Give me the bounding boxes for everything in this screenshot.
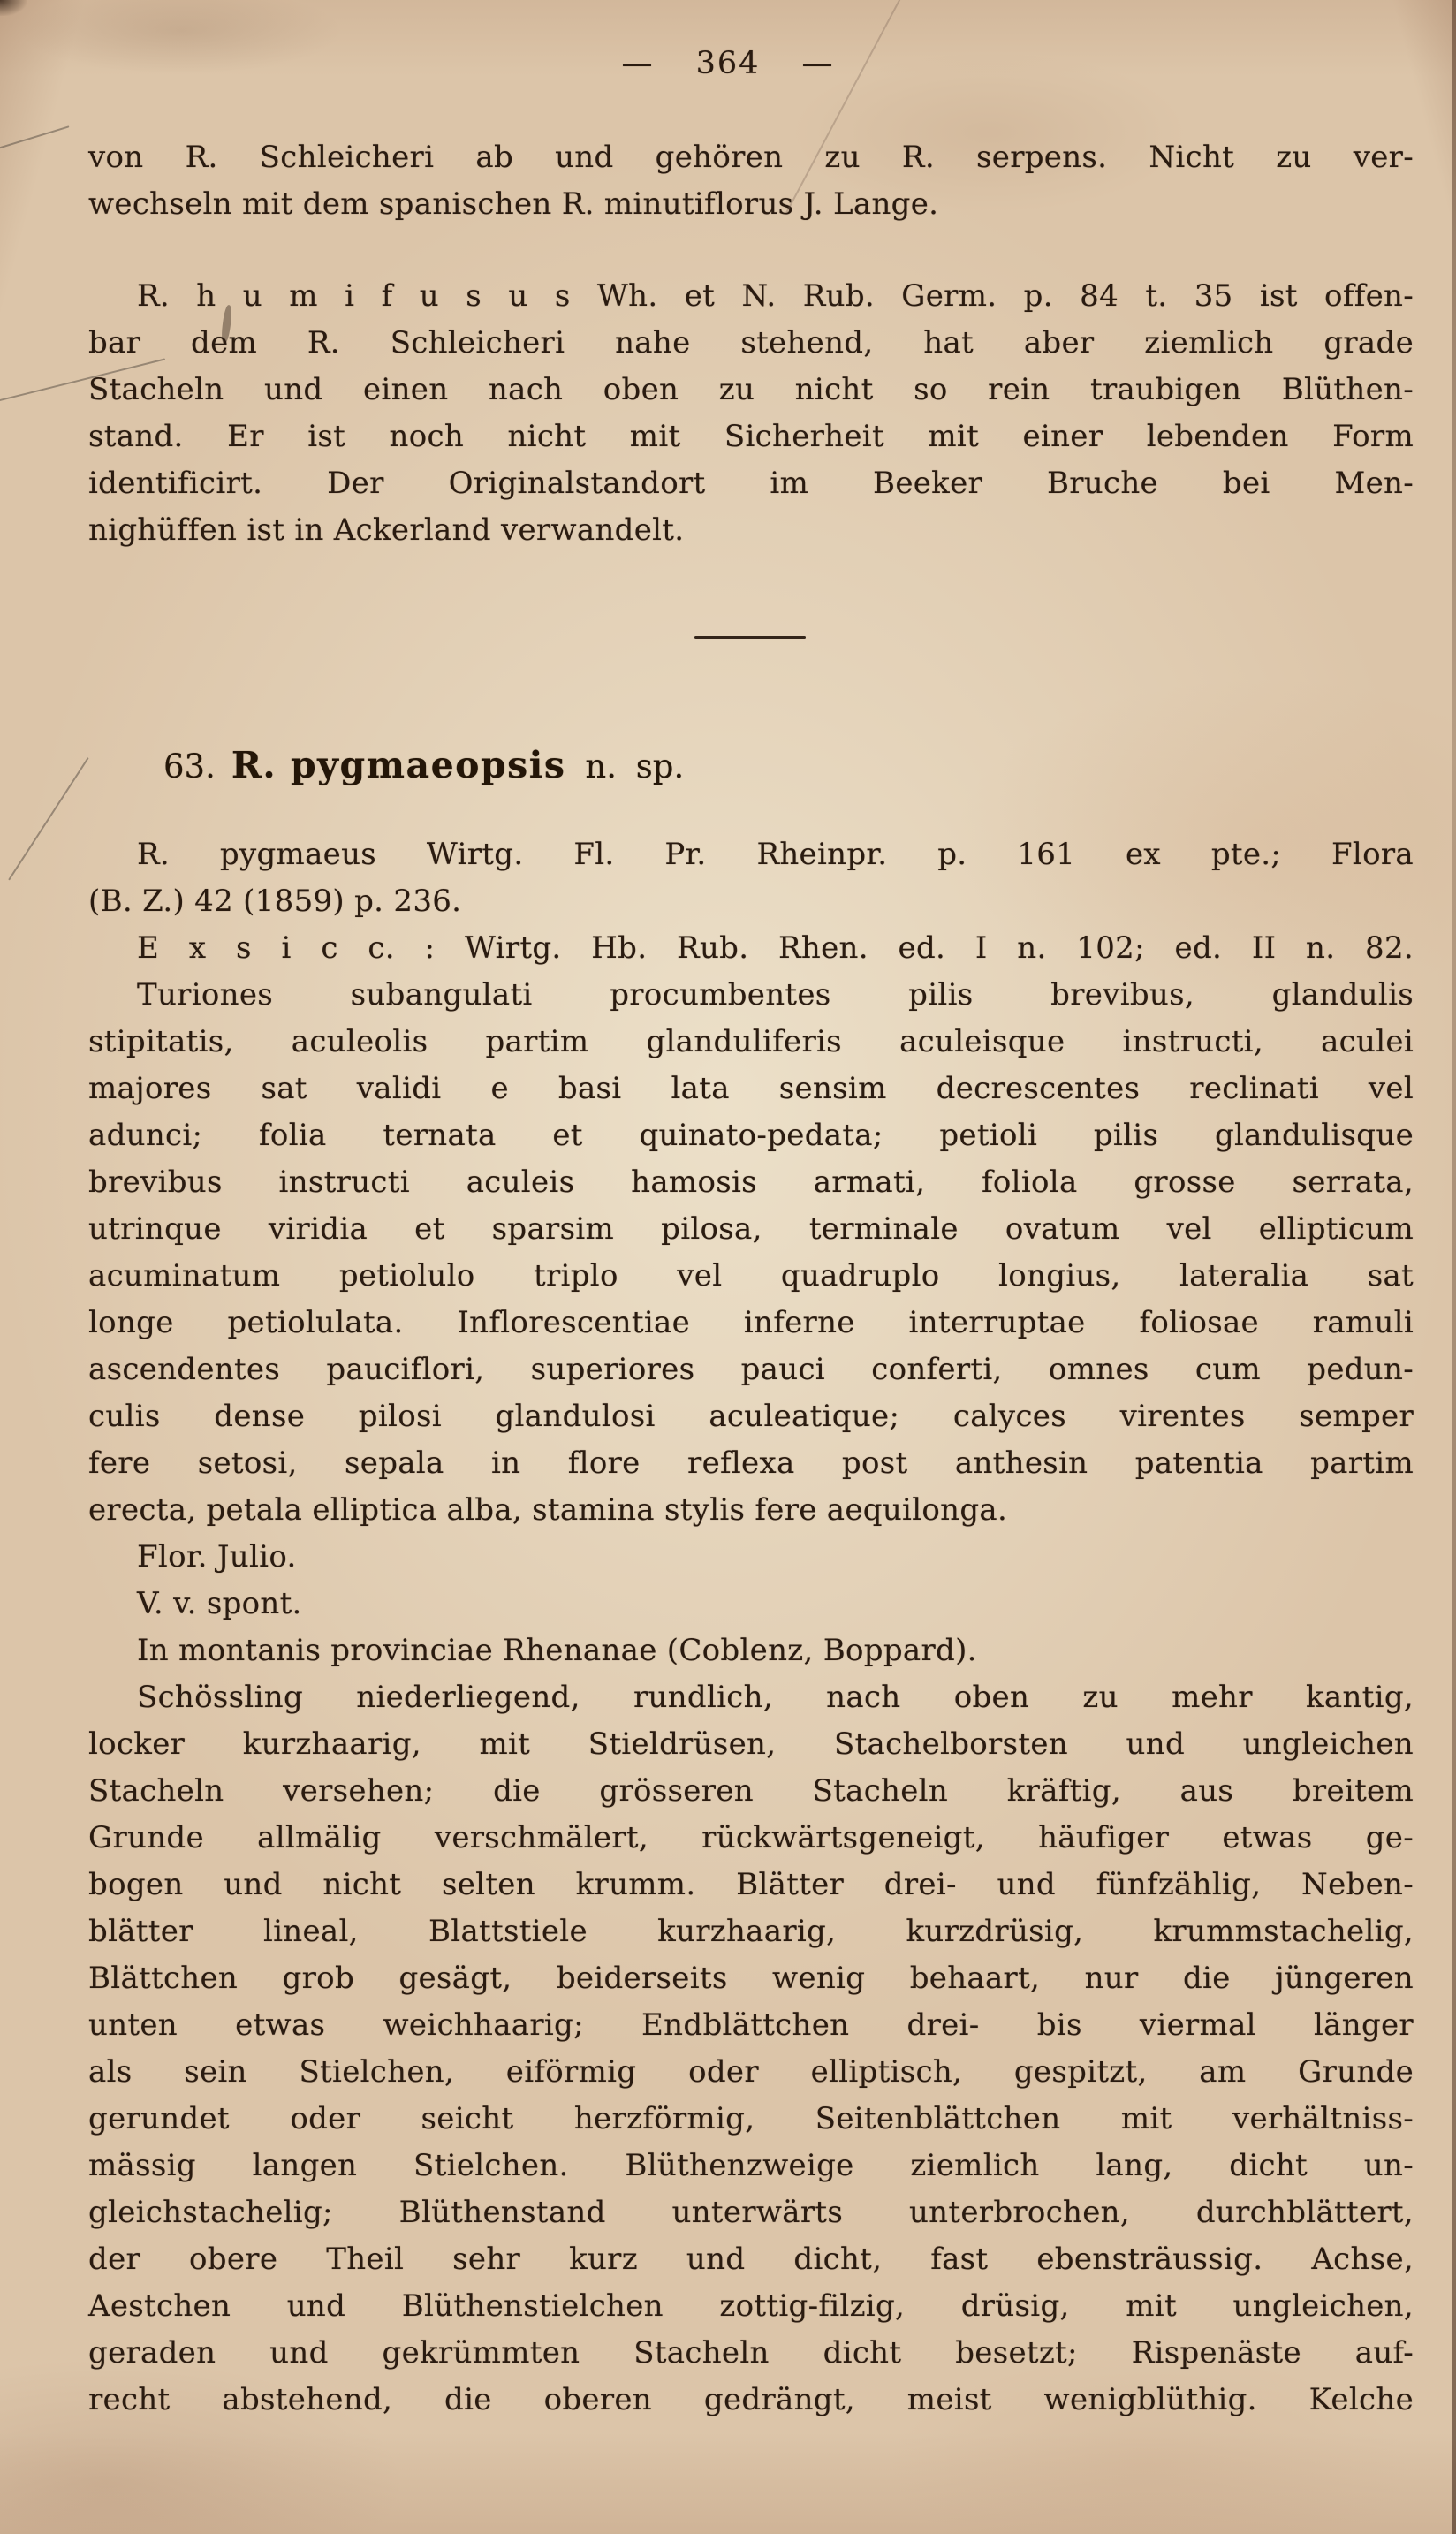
header-dash-left: — — [621, 46, 655, 81]
text-line: longe petiolulata. Inflorescentiae inferne interruptae foliosae ramuli — [88, 1305, 1414, 1340]
text-line: stand. Er ist noch nicht mit Sicherheit mit einer lebenden Form — [88, 419, 1414, 454]
text-line: von R. Schleicheri ab und gehören zu R. serpens. Nicht zu ver- — [88, 140, 1414, 175]
page-number: 364 — [695, 46, 761, 81]
text-line: Grunde allmälig verschmälert, rückwärtsgeneigt, häufiger etwas ge- — [88, 1820, 1414, 1855]
text-line: Flor. Julio. — [137, 1539, 297, 1574]
text-line: Stacheln und einen nach oben zu nicht so rein traubigen Blüthen- — [88, 372, 1414, 407]
text-line: wechseln mit dem spanischen R. minutiflorus J. Lange. — [88, 186, 939, 222]
text-line: utrinque viridia et sparsim pilosa, terminale ovatum vel ellipticum — [88, 1211, 1414, 1247]
header-dash-right: — — [801, 46, 835, 81]
text-line: blätter lineal, Blattstiele kurzhaarig, kurzdrüsig, krummstachelig, — [88, 1914, 1414, 1949]
text-line: Stacheln versehen; die grösseren Stacheln kräftig, aus breitem — [88, 1773, 1414, 1809]
species-description-text — [88, 831, 1414, 2424]
text-line: der obere Theil sehr kurz und dicht, fast ebensträussig. Achse, — [88, 2242, 1414, 2277]
text-line: R. h u m i f u s u s Wh. et N. Rub. Germ. p. 84 t. 35 ist offen- — [137, 278, 1414, 314]
text-line: mässig langen Stielchen. Blüthenzweige ziemlich lang, dicht un- — [88, 2148, 1414, 2183]
text-line: Aestchen und Blüthenstielchen zottig-filzig, drüsig, mit ungleichen, — [88, 2288, 1414, 2324]
section-divider-rule — [694, 636, 806, 639]
text-line: In montanis provinciae Rhenanae (Coblenz, Boppard). — [137, 1633, 977, 1668]
text-line: culis dense pilosi glandulosi aculeatique; calyces virentes semper — [88, 1399, 1414, 1434]
text-line: E x s i c c. : Wirtg. Hb. Rub. Rhen. ed. I n. 102; ed. II n. 82. — [137, 930, 1414, 966]
text-line: brevibus instructi aculeis hamosis armati, foliola grosse serrata, — [88, 1165, 1414, 1200]
text-line: adunci; folia ternata et quinato-pedata; petioli pilis glandulisque — [88, 1118, 1414, 1153]
text-line: R. pygmaeus Wirtg. Fl. Pr. Rheinpr. p. 161 ex pte.; Flora — [137, 837, 1414, 872]
text-line: locker kurzhaarig, mit Stieldrüsen, Stachelborsten und ungleichen — [88, 1726, 1414, 1762]
species-number: 63. — [163, 747, 216, 785]
text-line: nighüffen ist in Ackerland verwandelt. — [88, 512, 685, 548]
text-line: bogen und nicht selten krumm. Blätter drei- und fünfzählig, Neben- — [88, 1867, 1414, 1902]
scratch-mark — [0, 125, 69, 150]
continuation-paragraph — [88, 134, 1414, 228]
corner-stain — [0, 0, 27, 16]
text-line: stipitatis, aculeolis partim glanduliferis aculeisque instructi, aculei — [88, 1024, 1414, 1059]
text-line: acuminatum petiolulo triplo vel quadruplo longius, lateralia sat — [88, 1258, 1414, 1294]
text-line: Blättchen grob gesägt, beiderseits wenig behaart, nur die jüngeren — [88, 1961, 1414, 1996]
text-line: V. v. spont. — [137, 1586, 302, 1621]
scratch-mark — [8, 757, 89, 880]
species-rank: n. sp. — [585, 747, 685, 785]
text-line: geraden und gekrümmten Stacheln dicht besetzt; Rispenäste auf- — [88, 2335, 1414, 2371]
text-line: (B. Z.) 42 (1859) p. 236. — [88, 884, 462, 919]
text-line: unten etwas weichhaarig; Endblättchen drei- bis viermal länger — [88, 2007, 1414, 2043]
humifusus-note-paragraph — [88, 273, 1414, 554]
text-line: fere setosi, sepala in flore reflexa post anthesin patentia partim — [88, 1445, 1414, 1481]
text-line: gleichstachelig; Blüthenstand unterwärts unterbrochen, durchblättert, — [88, 2195, 1414, 2230]
species-heading — [163, 742, 684, 796]
text-line: majores sat validi e basi lata sensim decrescentes reclinati vel — [88, 1071, 1414, 1106]
text-line: bar dem R. Schleicheri nahe stehend, hat aber ziemlich grade — [88, 325, 1414, 360]
text-line: gerundet oder seicht herzförmig, Seitenblättchen mit verhältniss- — [88, 2101, 1414, 2136]
text-line: Schössling niederliegend, rundlich, nach oben zu mehr kantig, — [137, 1680, 1414, 1715]
text-line: identificirt. Der Originalstandort im Beeker Bruche bei Men- — [88, 466, 1414, 501]
text-line: erecta, petala elliptica alba, stamina stylis fere aequilonga. — [88, 1492, 1008, 1528]
text-line: ascendentes pauciflori, superiores pauci conferti, omnes cum pedun- — [88, 1352, 1414, 1387]
text-line: als sein Stielchen, eiförmig oder elliptisch, gespitzt, am Grunde — [88, 2054, 1414, 2090]
text-line: recht abstehend, die oberen gedrängt, meist wenigblüthig. Kelche — [88, 2382, 1414, 2417]
page-edge-shadow — [1452, 0, 1456, 2534]
text-line: Turiones subangulati procumbentes pilis brevibus, glandulis — [137, 977, 1414, 1013]
page-number-header — [0, 44, 1456, 83]
species-name: R. pygmaeopsis — [231, 744, 566, 786]
